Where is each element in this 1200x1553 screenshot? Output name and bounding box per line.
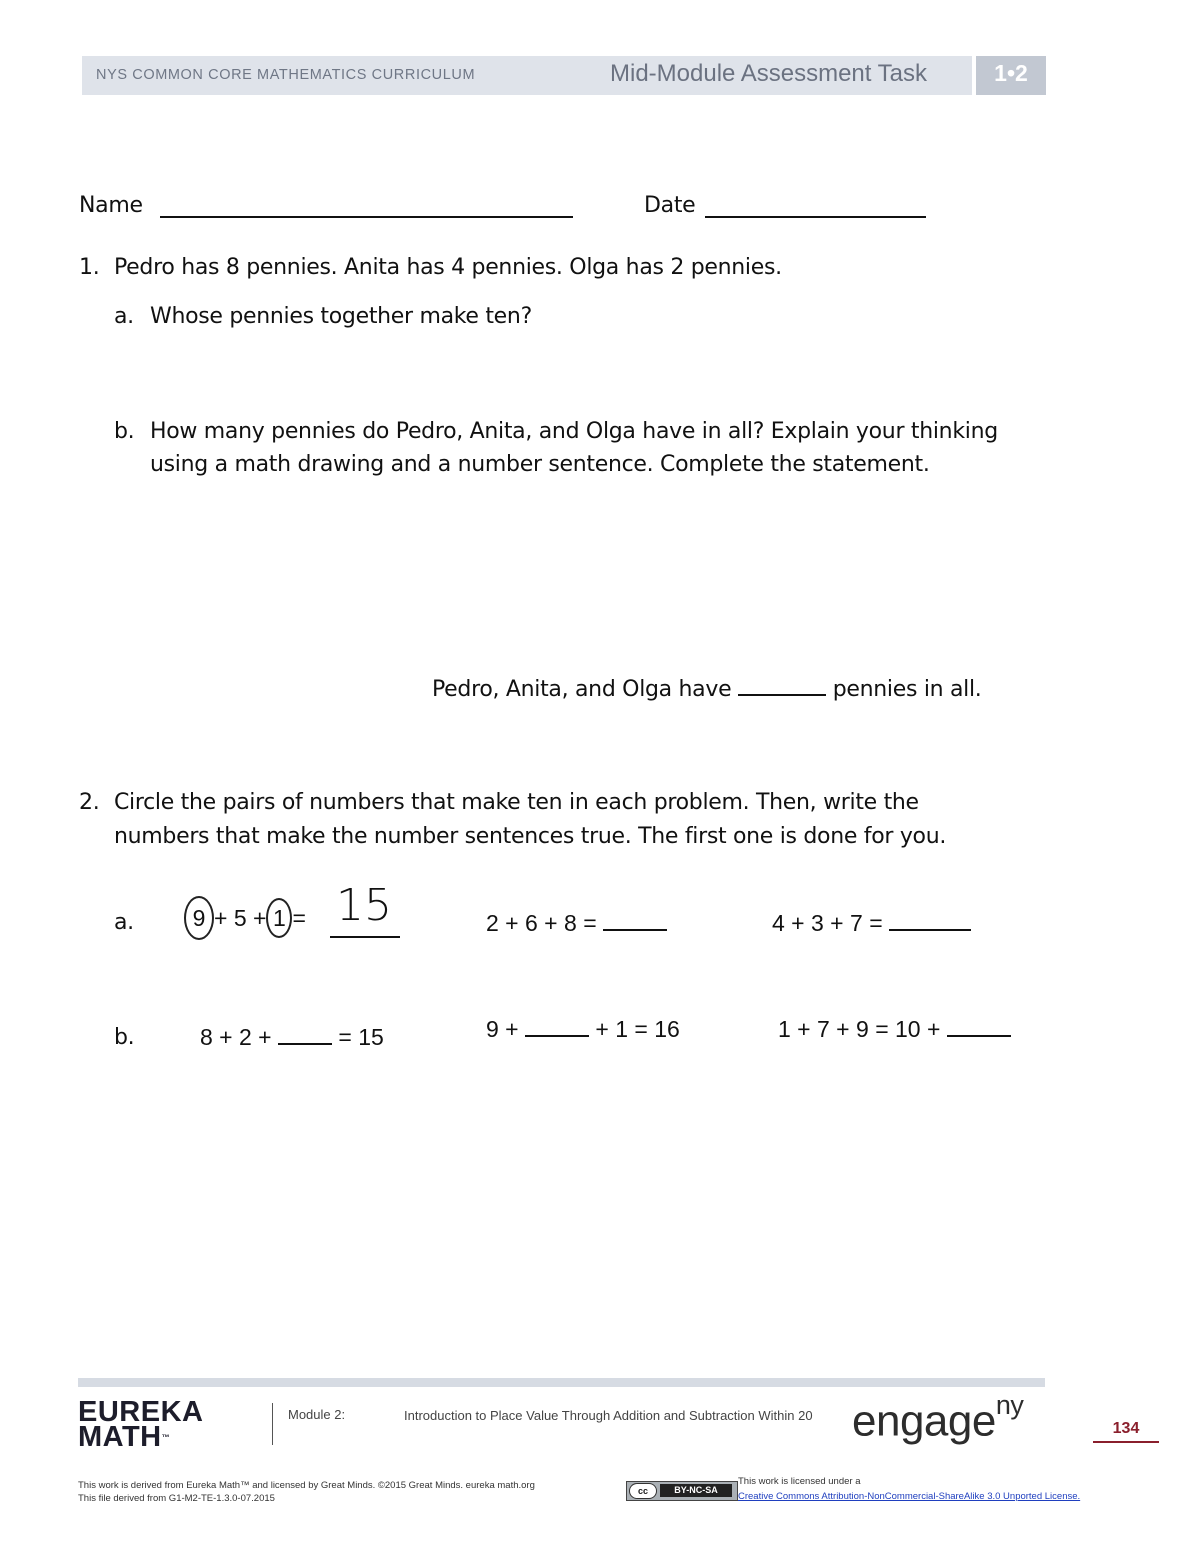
module-label: Module 2: [288,1407,346,1422]
example-op: + 5 + [214,905,267,931]
q1b-label: b. [114,419,135,444]
example-answer: 15 [336,880,392,931]
name-label: Name [79,193,143,218]
problem-left: 8 + 2 + [200,1024,272,1050]
example-answer-line [330,936,400,938]
page-number: 134 [1112,1420,1140,1437]
footer-divider [272,1403,273,1445]
statement-before: Pedro, Anita, and Olga have [432,677,732,702]
license-link[interactable]: Creative Commons Attribution-NonCommercial-ShareAlike 3.0 Unported License. [738,1491,1081,1502]
logo-line-1: EUREKA [78,1396,204,1428]
grade-module-label: 1•2 [994,60,1028,86]
q2a-problem-2 [486,910,667,937]
task-title: Mid-Module Assessment Task [610,60,928,87]
curriculum-title: NYS COMMON CORE MATHEMATICS CURRICULUM [96,67,476,83]
q1b-statement [432,676,981,702]
problem-text: 1 + 7 + 9 = 10 + [778,1016,941,1042]
logo-line-2: MATH [78,1421,162,1453]
statement-after: pennies in all. [832,677,982,702]
file-derived-notice: This file derived from G1-M2-TE-1.3.0-07.2015 [78,1493,275,1504]
q2-line2: numbers that make the number sentences true. The first one is done for you. [114,824,947,849]
problem-text: 4 + 3 + 7 = [772,910,883,936]
q2-number: 2. [79,790,100,815]
q1-number: 1. [79,255,100,280]
derived-notice: This work is derived from Eureka Math™ and licensed by Great Minds. ©2015 Great Minds. eureka math.org [78,1480,535,1491]
q2a-label: a. [114,910,134,935]
q1b-line2: using a math drawing and a number sentence. Complete the statement. [150,452,930,477]
page-number-underline [1093,1441,1159,1443]
engageny-logo [852,1390,1024,1447]
q2b-label: b. [114,1025,135,1050]
problem-right: = 15 [338,1024,384,1050]
license-intro: This work is licensed under a [738,1476,861,1487]
q1-stem: Pedro has 8 pennies. Anita has 4 pennies. Olga has 2 pennies. [114,255,782,280]
answer-blank[interactable] [947,1017,1011,1037]
q1b-line1: How many pennies do Pedro, Anita, and Olga have in all? Explain your thinking [150,419,998,444]
example-equals: = [292,905,306,931]
cc-icon: cc [629,1483,657,1499]
date-label: Date [644,193,696,218]
statement-blank[interactable] [738,676,826,696]
problem-left: 9 + [486,1016,519,1042]
cc-badge-text: BY-NC-SA [660,1484,732,1497]
q2a-problem-3 [772,910,971,937]
footer-rule [78,1378,1045,1387]
eureka-math-logo [78,1396,204,1453]
q1a-text: Whose pennies together make ten? [150,304,532,329]
answer-blank[interactable] [525,1017,589,1037]
q2b-problem-3 [778,1016,1011,1043]
engage-sup: ny [995,1390,1024,1420]
q1a-label: a. [114,304,134,329]
logo-tm: ™ [161,1433,171,1442]
answer-blank[interactable] [278,1025,332,1045]
q2b-problem-2 [486,1016,680,1043]
engage-text: engage [852,1396,996,1446]
problem-right: + 1 = 16 [595,1016,680,1042]
date-field[interactable] [705,216,926,218]
q2a-example [184,896,306,940]
q2b-problem-1 [200,1024,384,1051]
answer-blank[interactable] [889,911,971,931]
circled-number-1: 1 [266,898,292,938]
answer-blank[interactable] [603,911,667,931]
problem-text: 2 + 6 + 8 = [486,910,597,936]
q2-line1: Circle the pairs of numbers that make ten in each problem. Then, write the [114,790,919,815]
circled-number-9: 9 [184,896,214,940]
module-title: Introduction to Place Value Through Addition and Subtraction Within 20 [404,1408,813,1423]
name-field[interactable] [160,216,573,218]
